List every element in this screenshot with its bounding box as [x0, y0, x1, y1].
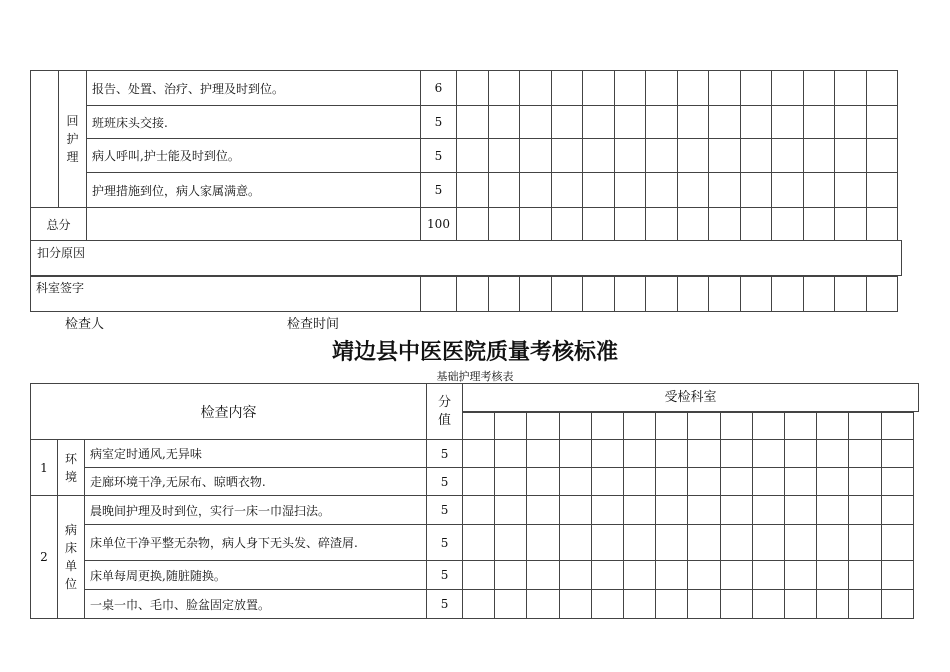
score-entry-cell	[688, 561, 720, 590]
score-entry-cell	[752, 590, 784, 619]
deduction-reason-box	[30, 240, 902, 276]
score-entry-cell	[495, 496, 527, 525]
signature-entry-cell	[421, 277, 457, 312]
score-header-char: 分	[438, 394, 452, 410]
signature-entry-cell	[866, 277, 898, 312]
group-number: 2	[31, 496, 58, 619]
department-column-cell	[463, 413, 495, 440]
score-entry-cell	[583, 71, 615, 106]
score-entry-cell	[591, 496, 623, 525]
check-item: 班班床头交接.	[87, 106, 421, 139]
score-entry-cell	[520, 139, 552, 173]
table-row	[31, 561, 914, 590]
score-entry-cell	[866, 173, 898, 208]
score-entry-cell	[463, 525, 495, 561]
score-entry-cell	[785, 468, 817, 496]
score-entry-cell	[835, 139, 867, 173]
score-entry-cell	[646, 71, 678, 106]
score-entry-cell	[866, 71, 898, 106]
score-entry-cell	[677, 71, 709, 106]
score-entry-cell	[624, 440, 656, 468]
score-entry-cell	[772, 106, 804, 139]
score-entry-cell	[463, 468, 495, 496]
deduction-reason-label: 扣分原因	[37, 246, 86, 260]
score-entry-cell	[488, 208, 520, 241]
score-entry-cell	[551, 106, 583, 139]
check-item: 病室定时通风,无异味	[85, 440, 427, 468]
score-entry-cell	[551, 71, 583, 106]
score-entry-cell	[551, 139, 583, 173]
score-entry-cell	[488, 173, 520, 208]
score-entry-cell	[559, 496, 591, 525]
score-entry-cell	[709, 71, 741, 106]
score-entry-cell	[614, 208, 646, 241]
score-entry-cell	[752, 561, 784, 590]
score-entry-cell	[688, 525, 720, 561]
signature-entry-cell	[614, 277, 646, 312]
score-entry-cell	[520, 173, 552, 208]
item-score: 5	[421, 173, 457, 208]
score-entry-cell	[463, 496, 495, 525]
score-entry-cell	[835, 208, 867, 241]
score-entry-cell	[583, 173, 615, 208]
score-entry-cell	[495, 590, 527, 619]
score-entry-cell	[527, 468, 559, 496]
check-item: 护理措施到位，病人家属满意。	[87, 173, 421, 208]
category-char: 位	[64, 577, 77, 591]
score-entry-cell	[559, 440, 591, 468]
item-score: 6	[421, 71, 457, 106]
score-entry-cell	[817, 561, 849, 590]
score-entry-cell	[677, 106, 709, 139]
score-entry-cell	[624, 496, 656, 525]
score-entry-cell	[457, 208, 489, 241]
score-entry-cell	[495, 468, 527, 496]
table-row	[31, 139, 898, 173]
item-score: 5	[421, 139, 457, 173]
signature-entry-cell	[677, 277, 709, 312]
category-char: 护	[66, 132, 79, 146]
item-score: 5	[427, 496, 463, 525]
score-entry-cell	[785, 561, 817, 590]
department-column-cell	[688, 413, 720, 440]
category-char: 回	[66, 114, 79, 128]
category-char: 床	[64, 541, 77, 555]
signature-entry-cell	[709, 277, 741, 312]
check-item: 病人呼叫,护士能及时到位。	[87, 139, 421, 173]
department-column-cell	[881, 413, 913, 440]
score-entry-cell	[866, 139, 898, 173]
item-score: 5	[427, 440, 463, 468]
score-entry-cell	[591, 440, 623, 468]
score-entry-cell	[551, 208, 583, 241]
score-entry-cell	[559, 468, 591, 496]
score-entry-cell	[817, 468, 849, 496]
score-entry-cell	[785, 525, 817, 561]
score-entry-cell	[866, 208, 898, 241]
total-blank	[87, 208, 421, 241]
section-label-cell	[59, 71, 87, 208]
score-entry-cell	[646, 139, 678, 173]
score-entry-cell	[457, 173, 489, 208]
table-row	[31, 440, 914, 468]
score-entry-cell	[849, 561, 881, 590]
score-entry-cell	[740, 208, 772, 241]
score-entry-cell	[488, 71, 520, 106]
blank-index-cell	[31, 71, 59, 208]
category-char: 病	[64, 523, 77, 537]
score-entry-cell	[646, 106, 678, 139]
score-entry-cell	[740, 71, 772, 106]
score-entry-cell	[785, 590, 817, 619]
signature-row	[31, 277, 898, 312]
score-entry-cell	[720, 525, 752, 561]
score-entry-cell	[709, 139, 741, 173]
score-entry-cell	[720, 440, 752, 468]
department-column-cell	[527, 413, 559, 440]
score-entry-cell	[709, 173, 741, 208]
inspected-departments-header	[462, 383, 919, 412]
score-entry-cell	[677, 139, 709, 173]
signature-entry-cell	[835, 277, 867, 312]
signature-entry-cell	[551, 277, 583, 312]
score-entry-cell	[817, 590, 849, 619]
score-entry-cell	[752, 468, 784, 496]
check-item: 床单每周更换,随脏随换。	[85, 561, 427, 590]
score-entry-cell	[614, 173, 646, 208]
score-entry-cell	[803, 139, 835, 173]
score-entry-cell	[881, 468, 913, 496]
signature-entry-cell	[583, 277, 615, 312]
score-entry-cell	[624, 468, 656, 496]
score-entry-cell	[752, 525, 784, 561]
score-entry-cell	[583, 139, 615, 173]
score-entry-cell	[772, 139, 804, 173]
score-entry-cell	[803, 173, 835, 208]
score-entry-cell	[527, 590, 559, 619]
score-entry-cell	[520, 106, 552, 139]
score-entry-cell	[495, 440, 527, 468]
content-header: 检查内容	[31, 384, 427, 440]
category-char: 单	[64, 559, 77, 573]
score-entry-cell	[803, 71, 835, 106]
score-entry-cell	[624, 590, 656, 619]
department-column-cell	[752, 413, 784, 440]
score-entry-cell	[881, 440, 913, 468]
score-entry-cell	[583, 106, 615, 139]
score-entry-cell	[527, 561, 559, 590]
score-entry-cell	[624, 525, 656, 561]
score-entry-cell	[740, 139, 772, 173]
score-entry-cell	[591, 561, 623, 590]
score-entry-cell	[559, 561, 591, 590]
department-column-cell	[785, 413, 817, 440]
score-entry-cell	[614, 106, 646, 139]
department-column-cell	[849, 413, 881, 440]
total-label: 总分	[31, 208, 87, 241]
score-entry-cell	[709, 106, 741, 139]
score-entry-cell	[551, 173, 583, 208]
score-entry-cell	[527, 525, 559, 561]
signature-entry-cell	[646, 277, 678, 312]
score-header-char: 值	[438, 412, 452, 428]
table-row	[31, 468, 914, 496]
signature-entry-cell	[740, 277, 772, 312]
score-entry-cell	[881, 525, 913, 561]
score-entry-cell	[803, 106, 835, 139]
score-entry-cell	[488, 139, 520, 173]
score-entry-cell	[463, 561, 495, 590]
score-entry-cell	[720, 496, 752, 525]
score-entry-cell	[495, 561, 527, 590]
score-entry-cell	[752, 496, 784, 525]
item-score: 5	[427, 561, 463, 590]
document-title: 靖边县中医医院质量考核标准	[331, 340, 618, 365]
category-cell	[58, 496, 85, 619]
category-cell	[58, 440, 85, 496]
table-row	[31, 590, 914, 619]
table-row	[31, 525, 914, 561]
table-row	[31, 496, 914, 525]
inspector-label: 检查人	[65, 317, 105, 332]
score-entry-cell	[688, 496, 720, 525]
score-entry-cell	[740, 173, 772, 208]
score-entry-cell	[688, 440, 720, 468]
score-entry-cell	[527, 496, 559, 525]
score-entry-cell	[559, 590, 591, 619]
score-entry-cell	[457, 106, 489, 139]
group-number: 1	[31, 440, 58, 496]
table-row	[31, 173, 898, 208]
score-entry-cell	[656, 468, 688, 496]
score-entry-cell	[720, 561, 752, 590]
score-entry-cell	[463, 440, 495, 468]
department-column-cell	[624, 413, 656, 440]
score-entry-cell	[656, 496, 688, 525]
score-entry-cell	[559, 525, 591, 561]
item-score: 5	[427, 468, 463, 496]
score-entry-cell	[591, 590, 623, 619]
score-entry-cell	[881, 496, 913, 525]
score-entry-cell	[688, 590, 720, 619]
item-score: 5	[427, 525, 463, 561]
department-column-cell	[559, 413, 591, 440]
total-row	[31, 208, 898, 241]
score-entry-cell	[785, 496, 817, 525]
score-entry-cell	[457, 139, 489, 173]
signature-entry-cell	[488, 277, 520, 312]
score-entry-cell	[772, 208, 804, 241]
category-char: 境	[64, 469, 77, 484]
score-entry-cell	[835, 71, 867, 106]
score-entry-cell	[849, 468, 881, 496]
score-entry-cell	[785, 440, 817, 468]
inspection-time-label: 检查时间	[287, 317, 340, 332]
check-item: 走廊环境干净,无尿布、晾晒衣物.	[85, 468, 427, 496]
score-entry-cell	[677, 208, 709, 241]
signature-entry-cell	[772, 277, 804, 312]
signature-entry-cell	[457, 277, 489, 312]
top-assessment-table	[30, 70, 898, 241]
score-entry-cell	[752, 440, 784, 468]
item-score: 5	[427, 590, 463, 619]
check-item: 报告、处置、治疗、护理及时到位。	[87, 71, 421, 106]
signature-row-table	[30, 276, 898, 312]
document-subtitle: 基础护理考核表	[436, 370, 514, 383]
score-entry-cell	[614, 139, 646, 173]
score-header	[427, 384, 463, 440]
department-column-cell	[656, 413, 688, 440]
signature-label: 科室签字	[31, 277, 421, 312]
score-entry-cell	[614, 71, 646, 106]
department-column-cell	[817, 413, 849, 440]
department-column-cell	[495, 413, 527, 440]
score-entry-cell	[646, 208, 678, 241]
score-entry-cell	[835, 106, 867, 139]
score-entry-cell	[463, 590, 495, 619]
score-entry-cell	[520, 208, 552, 241]
score-entry-cell	[881, 590, 913, 619]
score-entry-cell	[495, 525, 527, 561]
score-entry-cell	[488, 106, 520, 139]
score-entry-cell	[527, 440, 559, 468]
score-entry-cell	[817, 496, 849, 525]
score-entry-cell	[881, 561, 913, 590]
item-score: 5	[421, 106, 457, 139]
score-entry-cell	[709, 208, 741, 241]
score-entry-cell	[835, 173, 867, 208]
total-score: 100	[421, 208, 457, 241]
score-entry-cell	[720, 590, 752, 619]
basic-nursing-assessment-table	[30, 383, 914, 619]
score-entry-cell	[624, 561, 656, 590]
score-entry-cell	[849, 525, 881, 561]
check-item: 床单位干净平整无杂物，病人身下无头发、碎渣屑.	[85, 525, 427, 561]
score-entry-cell	[866, 106, 898, 139]
check-item: 一桌一巾、毛巾、脸盆固定放置。	[85, 590, 427, 619]
inspected-departments-label: 受检科室	[664, 390, 717, 405]
score-entry-cell	[591, 468, 623, 496]
score-entry-cell	[817, 525, 849, 561]
score-entry-cell	[720, 468, 752, 496]
score-entry-cell	[849, 590, 881, 619]
score-entry-cell	[772, 173, 804, 208]
score-entry-cell	[772, 71, 804, 106]
score-entry-cell	[740, 106, 772, 139]
table-row	[31, 71, 898, 106]
category-char: 环	[64, 451, 77, 466]
signature-entry-cell	[803, 277, 835, 312]
score-entry-cell	[591, 525, 623, 561]
score-entry-cell	[656, 590, 688, 619]
score-entry-cell	[677, 173, 709, 208]
score-entry-cell	[457, 71, 489, 106]
score-entry-cell	[656, 440, 688, 468]
score-entry-cell	[849, 496, 881, 525]
department-column-cell	[720, 413, 752, 440]
score-entry-cell	[803, 208, 835, 241]
table-row	[31, 106, 898, 139]
category-char: 理	[66, 150, 79, 164]
score-entry-cell	[520, 71, 552, 106]
department-column-cell	[591, 413, 623, 440]
score-entry-cell	[688, 468, 720, 496]
score-entry-cell	[817, 440, 849, 468]
score-entry-cell	[583, 208, 615, 241]
score-entry-cell	[646, 173, 678, 208]
score-entry-cell	[656, 561, 688, 590]
signature-entry-cell	[520, 277, 552, 312]
score-entry-cell	[849, 440, 881, 468]
score-entry-cell	[656, 525, 688, 561]
check-item: 晨晚间护理及时到位，实行一床一巾湿扫法。	[85, 496, 427, 525]
